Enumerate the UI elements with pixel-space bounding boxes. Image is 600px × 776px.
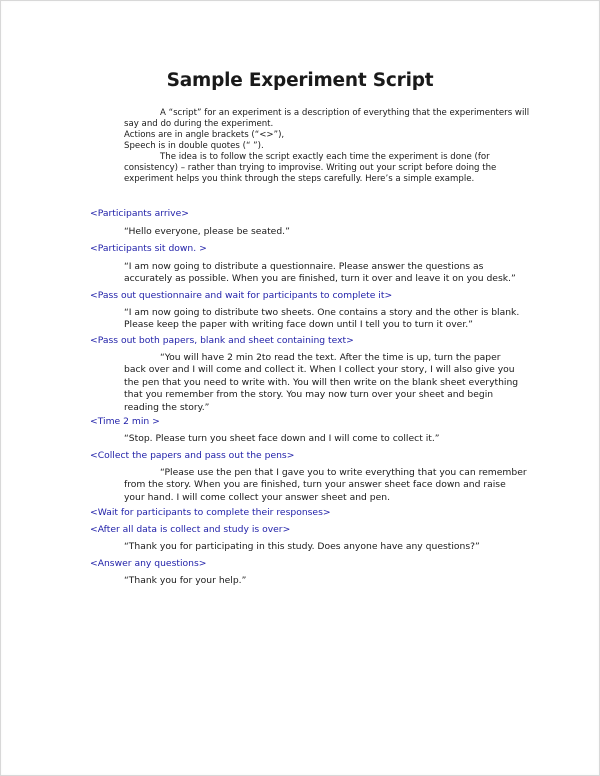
speech-line: “I am now going to distribute two sheets. One contains a story and the other is blank. — [124, 307, 520, 318]
intro-line: experiment helps you think through the steps carefully. Here’s a simple example. — [124, 174, 475, 184]
stage-direction-time: <Time 2 min > — [90, 416, 160, 427]
intro-line: Actions are in angle brackets (“<>”), — [124, 130, 285, 140]
stage-direction-wait: <Wait for participants to complete their responses> — [90, 507, 331, 518]
intro-line: The idea is to follow the script exactly each time the experiment is done (for — [160, 152, 490, 162]
speech-block — [124, 352, 519, 414]
intro-line: consistency) – rather than trying to improvise. Writing out your script before doing the — [124, 163, 497, 173]
intro-line: A “script” for an experiment is a description of everything that the experimenters will — [160, 108, 530, 118]
speech-block — [124, 433, 514, 445]
speech-line: Please keep the paper with writing face down until I tell you to turn it over.” — [124, 319, 473, 331]
stage-direction-answer-questions: <Answer any questions> — [90, 558, 207, 569]
stage-direction-pass-questionnaire: <Pass out questionnaire and wait for participants to complete it> — [90, 290, 393, 301]
intro-paragraph — [124, 108, 530, 185]
speech-line: back over and I will come and collect it. When I collect your story, I will also give you — [124, 364, 515, 376]
speech-line: your hand. I will come collect your answer sheet and pen. — [124, 491, 391, 503]
speech-line: “Stop. Please turn you sheet face down and I will come to collect it.” — [124, 433, 440, 444]
intro-line: say and do during the experiment. — [124, 119, 274, 129]
speech-line: that you remember from the story. You may now turn over your sheet and begin — [124, 389, 494, 401]
stage-direction-participants-sit: <Participants sit down. > — [90, 243, 207, 254]
speech-block — [124, 467, 527, 504]
speech-block — [124, 541, 514, 553]
speech-block — [124, 261, 514, 286]
speech-block — [124, 307, 520, 332]
speech-block — [124, 575, 514, 587]
intro-line: Speech is in double quotes (“ ”). — [124, 141, 264, 151]
speech-line: “Hello everyone, please be seated.” — [124, 226, 290, 237]
speech-line: accurately as possible. When you are finished, turn it over and leave it on you desk.” — [124, 273, 516, 285]
speech-line: “Please use the pen that I gave you to write everything that you can remember — [160, 467, 527, 478]
stage-direction-collect-papers: <Collect the papers and pass out the pens> — [90, 450, 295, 461]
speech-line: “I am now going to distribute a questionnaire. Please answer the questions as — [124, 261, 484, 272]
stage-direction-pass-papers: <Pass out both papers, blank and sheet containing text> — [90, 335, 354, 346]
speech-line: “Thank you for participating in this study. Does anyone have any questions?” — [124, 541, 480, 552]
speech-line: “You will have 2 min 2to read the text. After the time is up, turn the paper — [160, 352, 501, 363]
page-title: Sample Experiment Script — [166, 70, 434, 91]
speech-line: “Thank you for your help.” — [124, 575, 247, 586]
stage-direction-study-over: <After all data is collect and study is over> — [90, 524, 291, 535]
speech-line: reading the story.” — [124, 401, 210, 413]
speech-line: the pen that you need to write with. You will then write on the blank sheet everything — [124, 376, 519, 388]
speech-block — [124, 226, 514, 238]
speech-line: from the story. When you are finished, turn your answer sheet face down and raise — [124, 479, 506, 491]
stage-direction-participants-arrive: <Participants arrive> — [90, 208, 189, 219]
